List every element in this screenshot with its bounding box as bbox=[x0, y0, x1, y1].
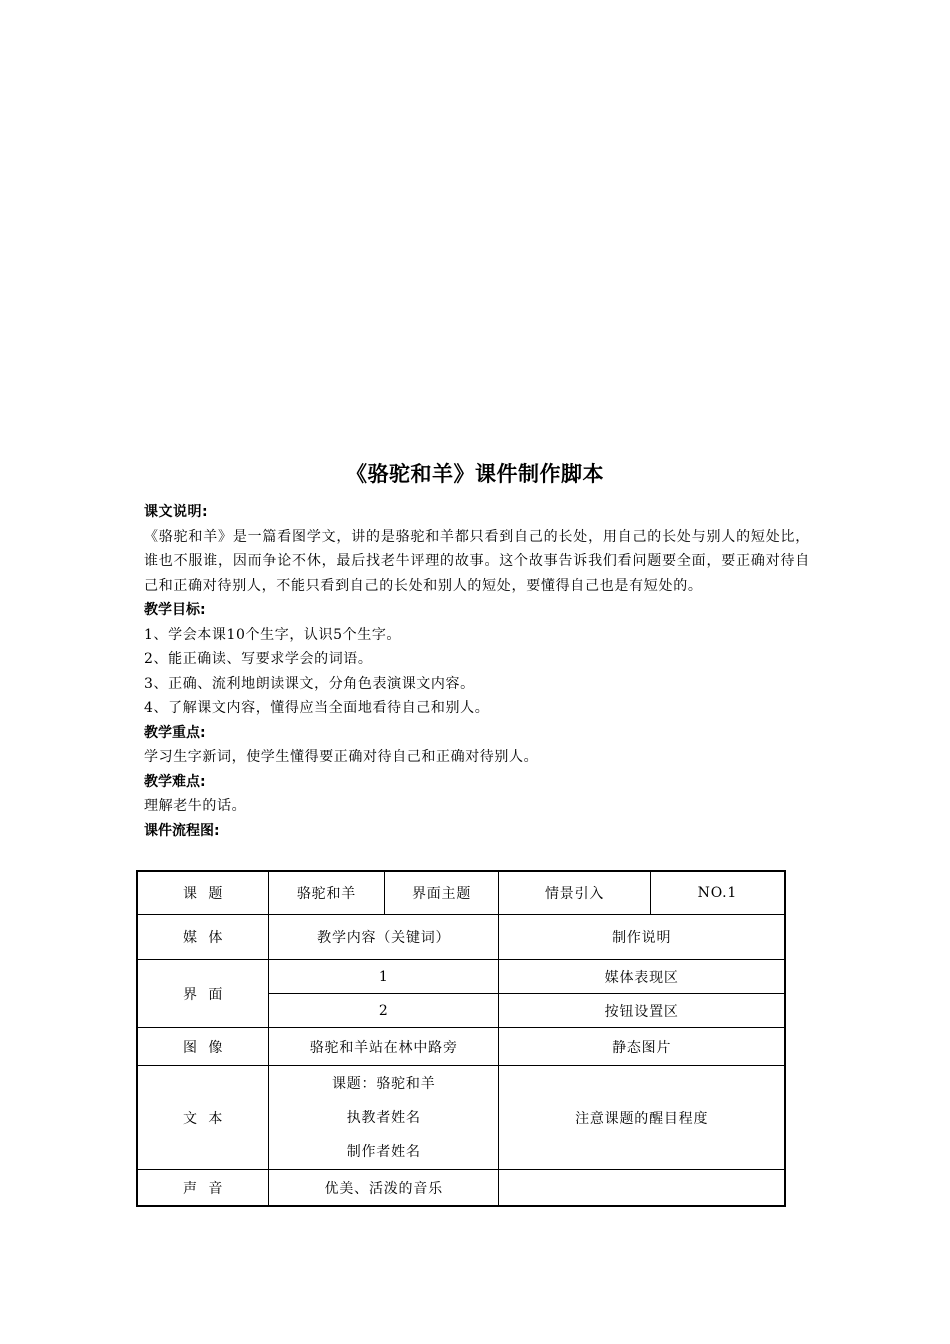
cell-topic-label: 课 题 bbox=[137, 871, 269, 915]
table-row bbox=[137, 871, 785, 915]
cell-image-label: 图 像 bbox=[137, 1028, 269, 1066]
table-row bbox=[137, 960, 785, 994]
goal-item: 1、学会本课10个生字，认识5个生字。 bbox=[144, 626, 402, 643]
table-row bbox=[137, 1066, 785, 1170]
difficulty-text: 理解老牛的话。 bbox=[144, 798, 247, 814]
table-row bbox=[137, 915, 785, 960]
cell-sound-label: 声 音 bbox=[137, 1170, 269, 1207]
document-title: 《骆驼和羊》课件制作脚本 bbox=[346, 462, 604, 486]
cell-media-header: 媒 体 bbox=[137, 915, 269, 960]
description-text: 《骆驼和羊》是一篇看图学文，讲的是骆驼和羊都只看到自己的长处，用自己的长处与别人的短处比，谁也不服谁，因而争论不休，最后找老牛评理的故事。这个故事告诉我们看问题要全面，要正确对待自己和正确对待别人，不能只看到自己的长处和别人的短处，要懂得自己也是有短处的。 bbox=[144, 528, 810, 594]
cell-number: NO.1 bbox=[650, 871, 785, 915]
cell-theme-label: 界面主题 bbox=[384, 871, 499, 915]
cell-interface-label: 界 面 bbox=[137, 960, 269, 1028]
goal-item: 2、能正确读、写要求学会的词语。 bbox=[144, 651, 373, 667]
cell-text-label: 文 本 bbox=[137, 1066, 269, 1170]
cell-interface-1-note: 媒体表现区 bbox=[499, 960, 785, 994]
courseware-flow-table bbox=[136, 870, 786, 1207]
table-row bbox=[137, 1170, 785, 1207]
cell-sound-note bbox=[499, 1170, 785, 1207]
table-row bbox=[137, 1028, 785, 1066]
goal-item: 3、正确、流利地朗读课文，分角色表演课文内容。 bbox=[144, 675, 475, 692]
cell-content-header: 教学内容（关键词） bbox=[269, 915, 499, 960]
text-line: 执教者姓名 bbox=[346, 1109, 421, 1126]
cell-notes-header: 制作说明 bbox=[499, 915, 785, 960]
flow-heading: 课件流程图: bbox=[144, 822, 220, 839]
cell-text-note: 注意课题的醒目程度 bbox=[499, 1066, 785, 1170]
focus-heading: 教学重点: bbox=[144, 724, 206, 741]
cell-topic-value: 骆驼和羊 bbox=[269, 871, 385, 915]
cell-interface-1: 1 bbox=[269, 960, 499, 994]
document-body bbox=[144, 500, 810, 843]
goals-heading: 教学目标: bbox=[144, 602, 206, 618]
cell-image-note: 静态图片 bbox=[499, 1028, 785, 1066]
description-heading: 课文说明: bbox=[144, 504, 209, 520]
text-line: 制作者姓名 bbox=[346, 1143, 421, 1160]
cell-theme-value: 情景引入 bbox=[499, 871, 650, 915]
cell-sound-content: 优美、活泼的音乐 bbox=[269, 1170, 499, 1207]
focus-text: 学习生字新词，使学生懂得要正确对待自己和正确对待别人。 bbox=[144, 749, 539, 765]
cell-text-content bbox=[269, 1066, 499, 1170]
text-line: 课题：骆驼和羊 bbox=[331, 1075, 436, 1092]
goal-item: 4、了解课文内容，懂得应当全面地看待自己和别人。 bbox=[144, 700, 490, 716]
difficulty-heading: 教学难点: bbox=[144, 773, 206, 790]
cell-interface-2: 2 bbox=[269, 994, 499, 1028]
cell-interface-2-note: 按钮设置区 bbox=[499, 994, 785, 1028]
cell-image-content: 骆驼和羊站在林中路旁 bbox=[269, 1028, 499, 1066]
